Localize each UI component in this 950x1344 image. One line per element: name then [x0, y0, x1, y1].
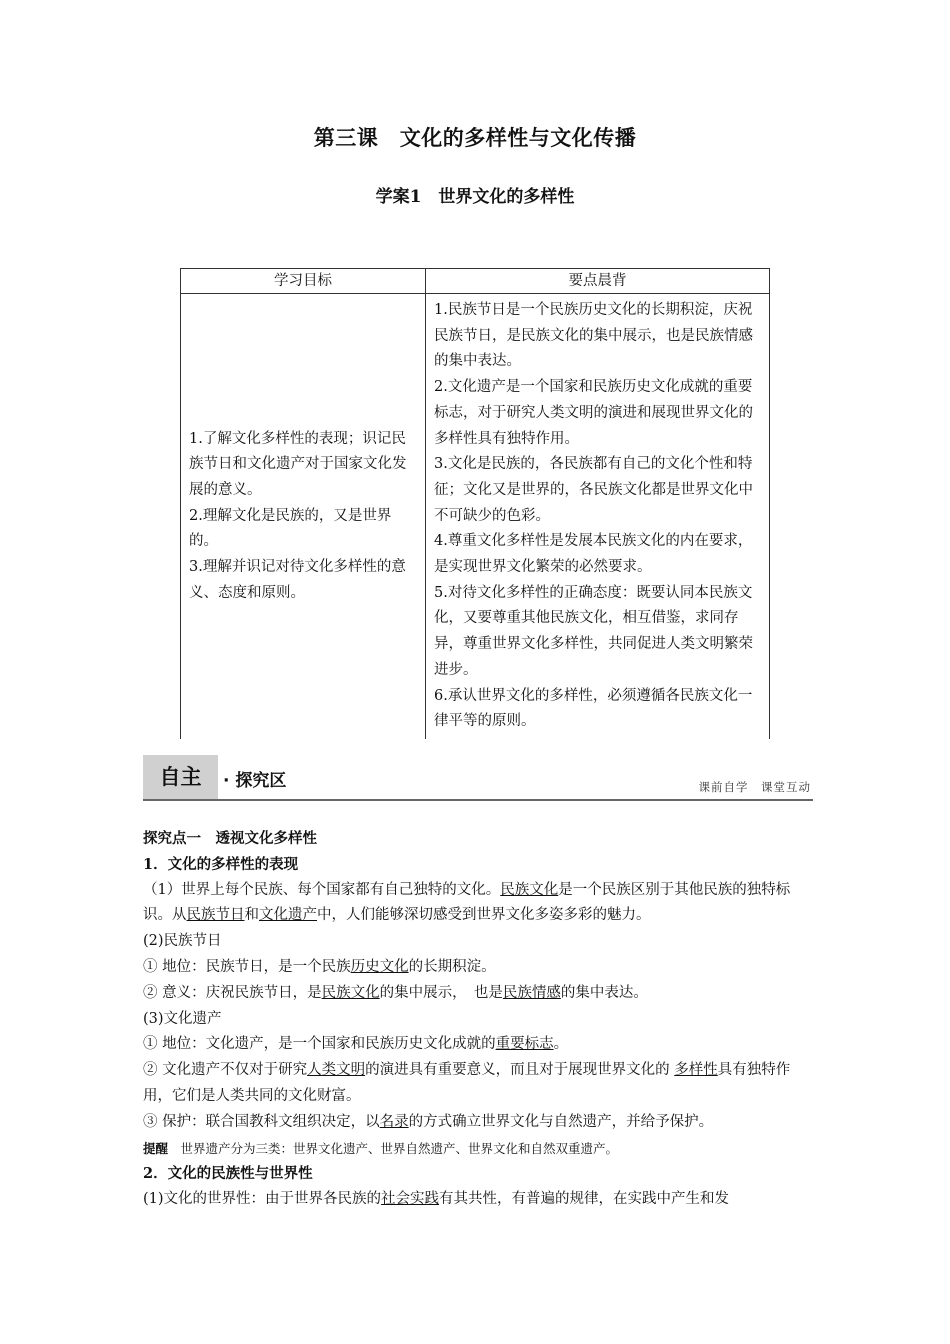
- banner-zizhu: 自主: [143, 755, 218, 799]
- table-header-goals: 学习目标: [181, 269, 426, 294]
- paragraph: ① 地位：民族节日，是一个民族历史文化的长期积淀。: [143, 958, 496, 975]
- lesson-subtitle: 学案1 世界文化的多样性: [375, 187, 575, 207]
- point-item: 1.民族节日是一个民族历史文化的长期积淀，庆祝民族节日，是民族文化的集中展示，也是民族情感的集中表达。: [434, 302, 753, 370]
- subheading: (3)文化遗产: [143, 1010, 222, 1027]
- banner-rule: [143, 799, 813, 801]
- banner-tanjiu: · 探究区: [223, 771, 287, 791]
- subheading: (2)民族节日: [143, 933, 222, 950]
- banner-right-label: 课前自学 课堂互动: [698, 780, 811, 794]
- table-header-points: 要点晨背: [426, 269, 770, 294]
- goal-item: 1.了解文化多样性的表现；识记民族节日和文化遗产对于国家文化发展的意义。: [189, 430, 407, 498]
- paragraph: ① 地位：文化遗产，是一个国家和民族历史文化成就的重要标志。: [143, 1036, 569, 1053]
- tip: 提醒 世界遗产分为三类：世界文化遗产、世界自然遗产、世界文化和自然双重遗产。: [143, 1140, 619, 1156]
- section-banner: [143, 755, 813, 801]
- paragraph: ② 文化遗产不仅对于研究人类文明的演进具有重要意义，而且对于展现世界文化的 多样性具有独特作用，它们是人类共同的文化财富。: [143, 1062, 791, 1104]
- point-item: 4.尊重文化多样性是发展本民族文化的内在要求，是实现世界文化繁荣的必然要求。: [434, 533, 753, 576]
- section-heading: 2．文化的民族性与世界性: [143, 1165, 313, 1183]
- goal-item: 2.理解文化是民族的，又是世界的。: [189, 507, 392, 550]
- points-cell: [426, 294, 770, 739]
- point-item: 5.对待文化多样性的正确态度：既要认同本民族文化，又要尊重其他民族文化，相互借鉴，求同存异，尊重世界文化多样性，共同促进人类文明繁荣进步。: [434, 584, 753, 678]
- paragraph: ② 意义：庆祝民族节日，是民族文化的集中展示， 也是民族情感的集中表达。: [143, 984, 648, 1001]
- point-item: 3.文化是民族的，各民族都有自己的文化个性和特征；文化又是世界的，各民族文化都是世界文化中不可缺少的色彩。: [434, 456, 753, 524]
- paragraph: ③ 保护：联合国教科文组织决定，以名录的方式确立世界文化与自然遗产，并给予保护。: [143, 1113, 714, 1130]
- goals-table: [180, 268, 770, 739]
- section-heading: 1．文化的多样性的表现: [143, 855, 299, 873]
- paragraph: （1）世界上每个民族、每个国家都有自己独特的文化。民族文化是一个民族区别于其他民族的独特标识。从民族节日和文化遗产中，人们能够深切感受到世界文化多姿多彩的魅力。: [143, 881, 791, 924]
- point-item: 2.文化遗产是一个国家和民族历史文化成就的重要标志，对于研究人类文明的演进和展现世界文化的多样性具有独特作用。: [434, 379, 753, 447]
- explore-point-heading: 探究点一 透视文化多样性: [143, 830, 317, 847]
- point-item: 6.承认世界文化的多样性，必须遵循各民族文化一律平等的原则。: [434, 687, 753, 730]
- lesson-title: 第三课 文化的多样性与文化传播: [313, 125, 637, 150]
- paragraph: (1)文化的世界性：由于世界各民族的社会实践有其共性，有普遍的规律，在实践中产生和发: [143, 1191, 730, 1208]
- goal-item: 3.理解并识记对待文化多样性的意义、态度和原则。: [189, 559, 406, 601]
- content-body: [143, 826, 813, 1213]
- goals-cell: [181, 294, 426, 739]
